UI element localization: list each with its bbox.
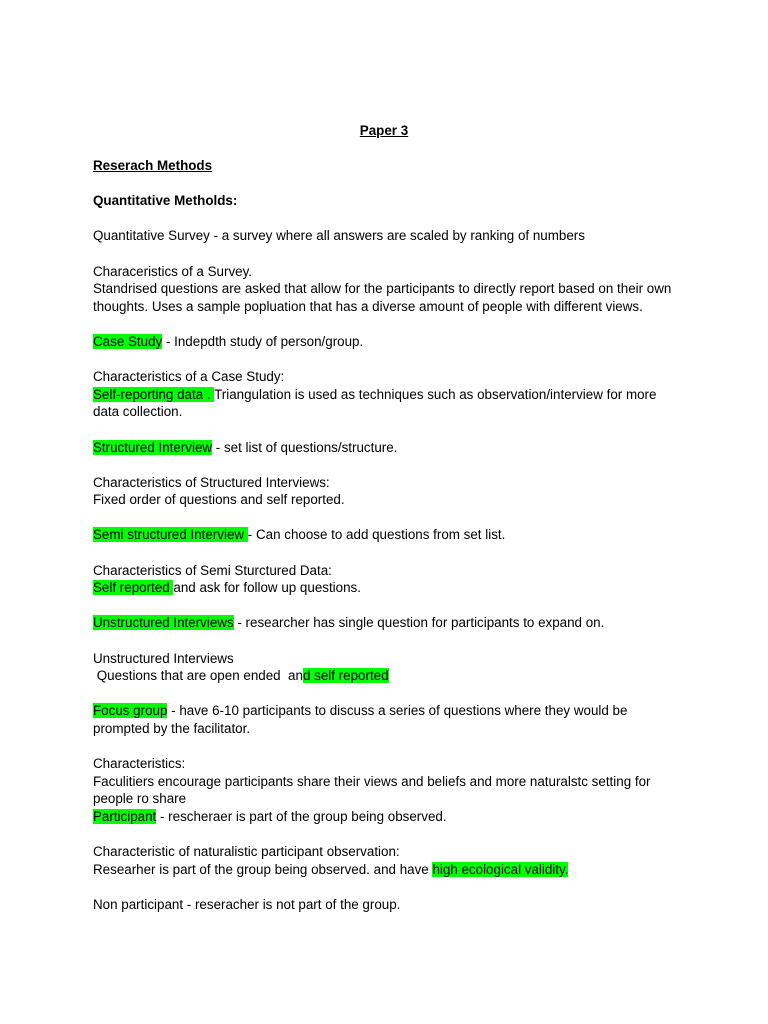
- section-subheading: [93, 192, 673, 210]
- semi-structured-definition: [93, 526, 673, 544]
- semi-structured-char-text: and ask for follow up questions.: [173, 580, 361, 596]
- focus-group-definition-text: - have 6-10 participants to discuss a series of questions where they would be prompted by the facilitator.: [93, 703, 628, 736]
- focus-group-characteristics: [93, 755, 673, 825]
- unstructured-characteristics: [93, 650, 673, 685]
- subheading-text: Quantitative Metholds:: [93, 193, 238, 209]
- unstructured-definition-text: - researcher has single question for participants to expand on.: [233, 615, 605, 631]
- semi-structured-definition-text: - Can choose to add questions from set list.: [247, 527, 506, 543]
- semi-structured-char-highlight: Self reported: [93, 580, 174, 596]
- semi-structured-characteristics: [93, 562, 673, 597]
- section-heading: [93, 157, 673, 175]
- page-title: Paper 3: [359, 123, 409, 138]
- unstructured-definition: [93, 614, 673, 632]
- case-study-definition: [93, 333, 673, 351]
- survey-characteristics: [93, 263, 673, 316]
- semi-structured-term: Semi structured Interview: [93, 527, 248, 543]
- survey-definition-text: Quantitative Survey - a survey where all answers are scaled by ranking of numbers: [93, 228, 585, 244]
- case-study-char-highlight: Self-reporting data .: [93, 386, 215, 402]
- non-participant-text: Non participant - reseracher is not part of the group.: [93, 896, 401, 912]
- survey-char-title: Characeristics of a Survey.: [93, 263, 253, 279]
- case-study-term: Case Study: [93, 333, 163, 349]
- participant-characteristics: [93, 843, 673, 878]
- focus-group-char-text: Faculitiers encourage participants share their views and beliefs and more naturalstc setting for people ro share: [93, 773, 651, 807]
- semi-structured-char-title: Characteristics of Semi Sturctured Data:: [93, 562, 332, 578]
- heading-text: Reserach Methods: [93, 158, 213, 173]
- participant-char-highlight: high ecological validity.: [432, 861, 569, 877]
- focus-group-term: Focus group: [93, 703, 168, 719]
- case-study-definition-text: - Indepdth study of person/group.: [162, 333, 364, 349]
- participant-term: Participant: [93, 808, 157, 824]
- unstructured-char-highlight: d self reported: [302, 668, 389, 684]
- structured-definition: [93, 439, 673, 457]
- structured-char-text: Fixed order of questions and self reported.: [93, 492, 345, 508]
- case-study-char-title: Characteristics of a Case Study:: [93, 369, 285, 385]
- participant-char-text: Researher is part of the group being observed. and have: [93, 861, 433, 877]
- unstructured-term: Unstructured Interviews: [93, 615, 234, 631]
- survey-char-text: Standrised questions are asked that allow for the participants to directly report based on their own thoughts. Uses a sample popluation that has a diverse amount of people with different views.: [93, 281, 672, 314]
- structured-term: Structured Interview: [93, 439, 213, 455]
- case-study-characteristics: [93, 368, 673, 421]
- structured-characteristics: [93, 474, 673, 509]
- focus-group-char-title: Characteristics:: [93, 756, 186, 772]
- unstructured-char-title: Unstructured Interviews: [93, 650, 234, 666]
- structured-definition-text: - set list of questions/structure.: [212, 439, 398, 455]
- survey-definition: [93, 227, 673, 245]
- non-participant-definition: [93, 896, 673, 914]
- case-study-char-text: Triangulation is used as techniques such as observation/interview for more data collection.: [93, 386, 657, 420]
- participant-char-title: Characteristic of naturalistic participant observation:: [93, 844, 400, 860]
- document-body: [93, 157, 673, 931]
- unstructured-char-text: Questions that are open ended an: [93, 668, 303, 684]
- focus-group-definition: [93, 702, 673, 737]
- structured-char-title: Characteristics of Structured Interviews:: [93, 474, 330, 490]
- participant-definition-text: - rescheraer is part of the group being observed.: [156, 808, 447, 824]
